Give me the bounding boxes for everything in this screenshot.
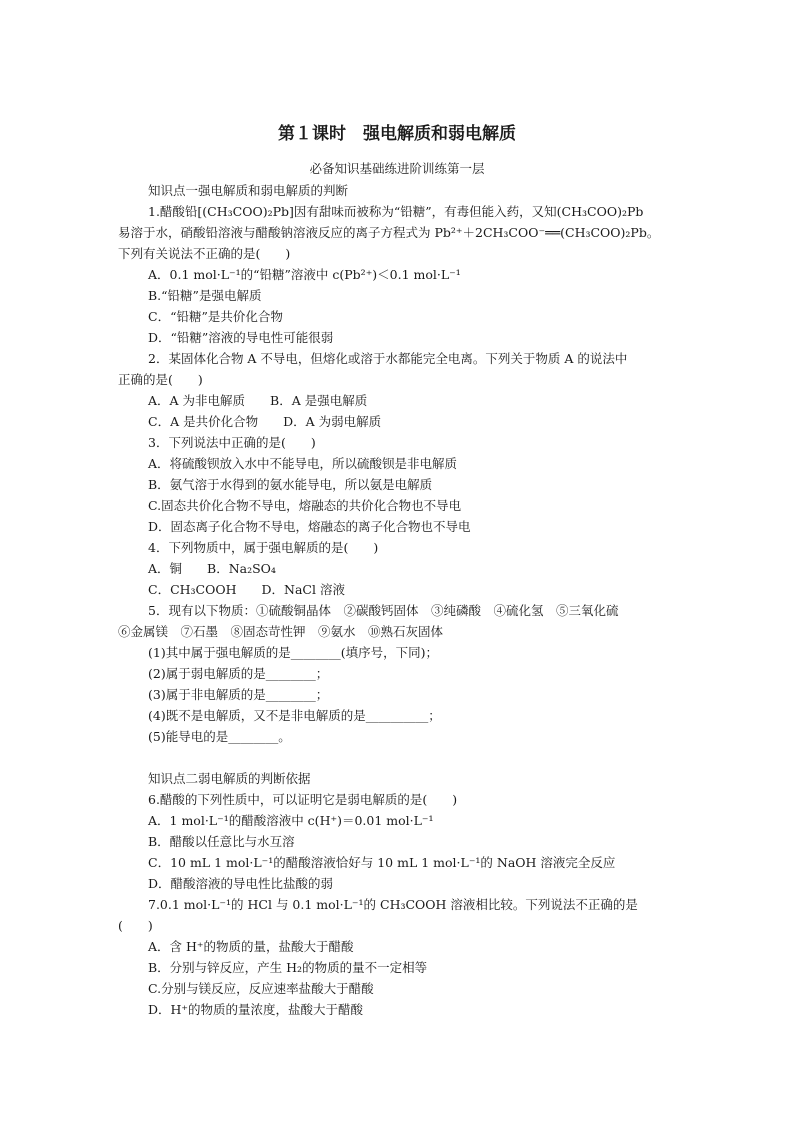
- question-text: 易溶于水，硝酸铅溶液与醋酸钠溶液反应的离子方程式为 Pb²⁺＋2CH₃COO⁻══(CH₃COO)₂Pb。: [118, 225, 660, 240]
- option-text: A．含 H⁺的物质的量，盐酸大于醋酸: [148, 939, 354, 954]
- option-text: A．铜 B．Na₂SO₄: [148, 561, 276, 576]
- option-text: C．“铅糖”是共价化合物: [148, 309, 283, 324]
- option-text: B．醋酸以任意比与水互溶: [148, 834, 295, 849]
- option-text: B.“铅糖”是强电解质: [148, 288, 262, 303]
- question-text: 7.0.1 mol·L⁻¹的 HCl 与 0.1 mol·L⁻¹的 CH₃COOH 溶液相比较。下列说法不正确的是: [148, 897, 638, 912]
- section-subtitle: 必备知识基础练进阶训练第一层: [309, 161, 485, 176]
- option-text: C．A 是共价化合物 D．A 为弱电解质: [148, 414, 382, 429]
- option-text: A．0.1 mol·L⁻¹的“铅糖”溶液中 c(Pb²⁺)＜0.1 mol·L⁻¹: [148, 267, 461, 282]
- question-text: 6.醋酸的下列性质中，可以证明它是弱电解质的是( ): [148, 792, 458, 807]
- option-text: B．氨气溶于水得到的氨水能导电，所以氨是电解质: [148, 477, 433, 492]
- option-text: A．A 为非电解质 B．A 是强电解质: [148, 393, 368, 408]
- lesson-title: 第１课时 强电解质和弱电解质: [278, 124, 516, 144]
- option-text: C.固态共价化合物不导电，熔融态的共价化合物也不导电: [148, 498, 462, 513]
- sub-question: (4)既不是电解质，又不是非电解质的是__________；: [148, 708, 441, 723]
- sub-question: (1)其中属于强电解质的是________(填序号，下同)；: [148, 645, 438, 660]
- question-text: 2．某固体化合物 A 不导电，但熔化或溶于水都能完全电离。下列关于物质 A 的说法中: [148, 351, 628, 366]
- question-text: 1.醋酸铅[(CH₃COO)₂Pb]因有甜味而被称为“铅糖”，有毒但能入药，又知(CH₃COO)₂Pb: [148, 204, 644, 219]
- knowledge-point-heading: 知识点二弱电解质的判断依据: [148, 771, 311, 786]
- question-text: 4．下列物质中，属于强电解质的是( ): [148, 540, 379, 555]
- knowledge-point-heading: 知识点一强电解质和弱电解质的判断: [148, 183, 349, 198]
- sub-question: (2)属于弱电解质的是________；: [148, 666, 329, 681]
- question-text: 正确的是( ): [118, 372, 203, 387]
- option-text: A．1 mol·L⁻¹的醋酸溶液中 c(H⁺)＝0.01 mol·L⁻¹: [148, 813, 434, 828]
- question-text: 5．现有以下物质：①硫酸铜晶体 ②碳酸钙固体 ③纯磷酸 ④硫化氢 ⑤三氧化硫: [148, 603, 619, 618]
- option-text: A．将硫酸钡放入水中不能导电，所以硫酸钡是非电解质: [148, 456, 458, 471]
- option-text: D．“铅糖”溶液的导电性可能很弱: [148, 330, 334, 345]
- option-text: D．H⁺的物质的量浓度，盐酸大于醋酸: [148, 1002, 364, 1017]
- question-text: ( ): [118, 918, 153, 933]
- option-text: C．CH₃COOH D．NaCl 溶液: [148, 582, 345, 597]
- question-text: ⑥金属镁 ⑦石墨 ⑧固态苛性钾 ⑨氨水 ⑩熟石灰固体: [118, 624, 444, 639]
- sub-question: (3)属于非电解质的是________；: [148, 687, 329, 702]
- option-text: D．醋酸溶液的导电性比盐酸的弱: [148, 876, 334, 891]
- option-text: C．10 mL 1 mol·L⁻¹的醋酸溶液恰好与 10 mL 1 mol·L⁻¹的 NaOH 溶液完全反应: [148, 855, 616, 870]
- option-text: D．固态离子化合物不导电，熔融态的离子化合物也不导电: [148, 519, 471, 534]
- question-text: 下列有关说法不正确的是( ): [118, 246, 291, 261]
- question-text: 3．下列说法中正确的是( ): [148, 435, 316, 450]
- option-text: C.分别与镁反应，反应速率盐酸大于醋酸: [148, 981, 374, 996]
- option-text: B．分别与锌反应，产生 H₂的物质的量不一定相等: [148, 960, 428, 975]
- sub-question: (5)能导电的是________。: [148, 729, 291, 744]
